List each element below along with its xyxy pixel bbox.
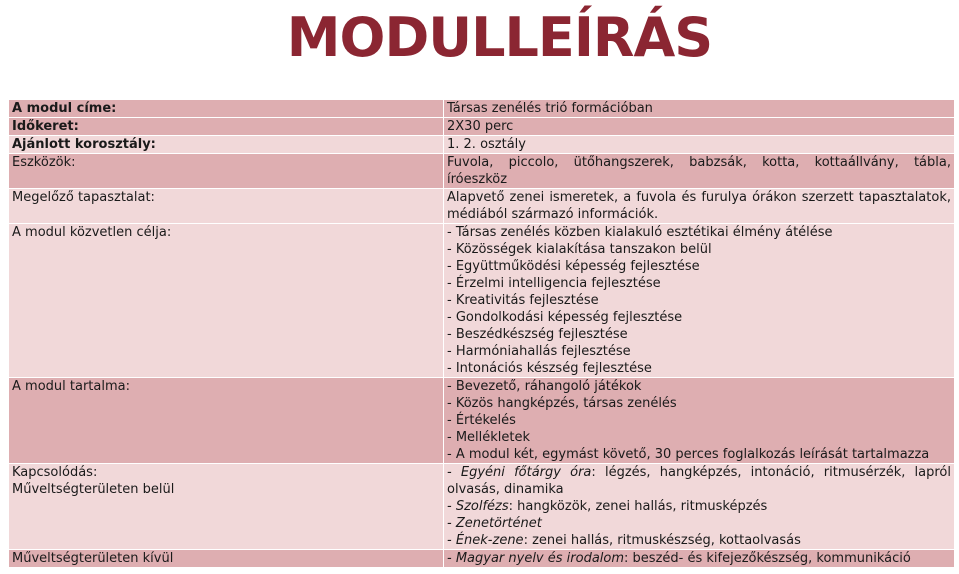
table-row: [9, 154, 955, 189]
section-sublabel: Műveltségterületen belül: [12, 482, 175, 497]
row-value: [444, 154, 955, 189]
row-label: Időkeret:: [9, 118, 444, 136]
row-value: [444, 189, 955, 224]
list-item: - Társas zenélés közben kialakuló esztétikai élmény átélése: [447, 225, 833, 240]
row-label: [9, 464, 444, 550]
list-item: - A modul két, egymást követő, 30 perces foglalkozás leírását tartalmazza: [447, 447, 930, 462]
row-value: [444, 464, 955, 550]
list-item: - Harmóniahallás fejlesztése: [447, 344, 631, 359]
row-value: [444, 378, 955, 464]
row-value: [444, 550, 955, 568]
list-item: olvasás, dinamika: [447, 482, 564, 497]
list-item: - Beszédkészség fejlesztése: [447, 327, 628, 342]
section-label: Kapcsolódás:: [12, 465, 98, 480]
row-value: Társas zenélés trió formációban: [444, 100, 955, 118]
list-item: - Egyéni főtárgy óra: légzés, hangképzés, intonáció, ritmusérzék, lapról: [447, 465, 951, 480]
table-row: [9, 189, 955, 224]
value-line: médiából származó információk.: [447, 207, 659, 222]
row-value: 1. 2. osztály: [444, 136, 955, 154]
list-item: - Gondolkodási képesség fejlesztése: [447, 310, 683, 325]
row-value: 2X30 perc: [444, 118, 955, 136]
row-value: [444, 224, 955, 378]
list-item: - Magyar nyelv és irodalom: beszéd- és kifejezőkészség, kommunikáció: [447, 551, 911, 566]
list-item: - Együttműködési képesség fejlesztése: [447, 259, 700, 274]
table-row: [9, 118, 955, 136]
list-item: - Zenetörténet: [447, 516, 542, 531]
table-row: [9, 100, 955, 118]
value-line: Fuvola, piccolo, ütőhangszerek, babzsák, kotta, kottaállvány, tábla,: [447, 155, 951, 170]
table-row: [9, 464, 955, 550]
list-item: - Ének-zene: zenei hallás, ritmuskészség, kottaolvasás: [447, 533, 801, 548]
page-title: MODULLEÍRÁS: [286, 6, 713, 69]
row-label: Műveltségterületen kívül: [9, 550, 444, 568]
module-table: [8, 99, 955, 568]
row-label: A modul közvetlen célja:: [9, 224, 444, 378]
list-item: - Mellékletek: [447, 430, 531, 445]
list-item: - Intonációs készség fejlesztése: [447, 361, 652, 376]
list-item: - Érzelmi intelligencia fejlesztése: [447, 276, 661, 291]
list-item: - Közösségek kialakítása tanszakon belül: [447, 242, 712, 257]
list-item: - Értékelés: [447, 413, 516, 428]
table-row: [9, 378, 955, 464]
table-row: [9, 224, 955, 378]
row-label: A modul címe:: [9, 100, 444, 118]
table-row: [9, 136, 955, 154]
value-line: Alapvető zenei ismeretek, a fuvola és furulya órákon szerzett tapasztalatok,: [447, 190, 951, 205]
row-label: Eszközök:: [9, 154, 444, 189]
list-item: - Kreativitás fejlesztése: [447, 293, 599, 308]
list-item: - Bevezető, ráhangoló játékok: [447, 379, 642, 394]
table-row: [9, 550, 955, 568]
row-label: Ajánlott korosztály:: [9, 136, 444, 154]
value-line: íróeszköz: [447, 172, 508, 187]
list-item: - Szolfézs: hangközök, zenei hallás, ritmusképzés: [447, 499, 768, 514]
row-label: Megelőző tapasztalat:: [9, 189, 444, 224]
row-label: A modul tartalma:: [9, 378, 444, 464]
list-item: - Közös hangképzés, társas zenélés: [447, 396, 677, 411]
